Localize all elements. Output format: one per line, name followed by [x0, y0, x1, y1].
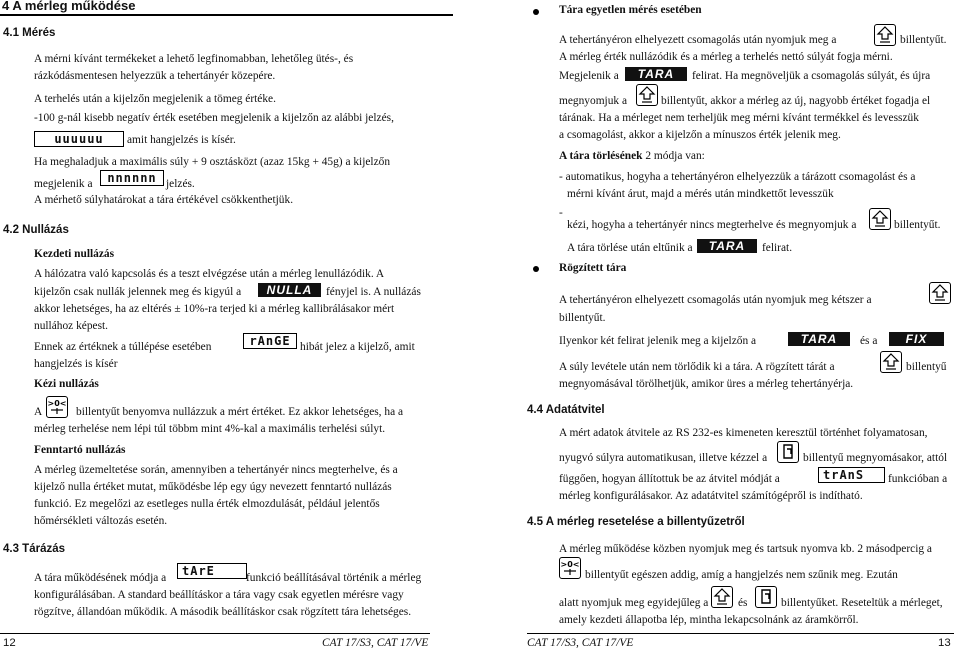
paragraph-line: Ilyenkor két felirat jelenik meg a kijelzőn a — [559, 335, 757, 347]
paragraph-line: hibát jelez a kijelző, amit — [300, 341, 415, 353]
tare-delete-line — [559, 150, 705, 162]
list-dash: - — [559, 207, 563, 219]
paragraph-line: mérleg konfigurálásakor. Az adatátvitel számítógépről is indítható. — [559, 490, 863, 502]
paragraph-line: A tára működésének módja a — [34, 572, 167, 584]
subheading-manual-zeroing: Kézi nullázás — [34, 378, 99, 390]
paragraph-line: a csomagolást, akkor a kijelzőn a mínuszos érték jelenik meg. — [559, 129, 841, 141]
paragraph-line: funkcióban a — [888, 473, 948, 485]
subheading-fixed-tare: Rögzített tára — [559, 262, 627, 274]
paragraph-line: billentyűt benyomva nullázzuk a mért értéket. Ez akkor lehetséges, ha a — [76, 406, 404, 418]
paragraph-line: amely kezdeti állapotba lép, mintha lekapcsolnánk az áramkörről. — [559, 614, 859, 626]
paragraph-line: kijelzőn csak nullák jelennek meg és kigyúl a — [34, 286, 242, 298]
subheading-single-tare: Tára egyetlen mérés esetében — [559, 4, 702, 16]
display-tara-indicator: TARA — [625, 67, 687, 81]
paragraph-line: - automatikus, hogyha a tehertányéron elhelyezzük a tárázott csomagolást és a — [559, 171, 916, 183]
paragraph-line: A hálózatra való kapcsolás és a teszt elvégzése után a mérleg lenullázódik. A — [34, 268, 385, 280]
paragraph-line: billentyűket. Reseteltük a mérleget, — [781, 597, 943, 609]
paragraph-line: nullához képest. — [34, 320, 109, 332]
display-overload-indicator: nnnnnn — [100, 170, 164, 186]
paragraph-line: amit hangjelzés is kísér. — [127, 134, 236, 146]
tare-key-icon — [929, 282, 951, 304]
paragraph-line: megnyomásával törölhetjük, amikor üres a mérleg tehertányérja. — [559, 378, 854, 390]
paragraph-line: rögzítve, állandóan működik. A második beállításkor csak rögzített tára lehetséges. — [34, 606, 412, 618]
paragraph-line: kijelző nulla értéket mutat, működésbe lép egy úgy nevezett fenntartó nullázás — [34, 481, 392, 493]
paragraph-line: függően, hogyan állítottuk be az átvitel módját a — [559, 473, 780, 485]
paragraph-line: alatt nyomjuk meg egyidejűleg a — [559, 597, 709, 609]
tare-key-icon — [869, 208, 891, 230]
paragraph-line: A mért adatok átvitele az RS 232-es kimeneten keresztül történhet folyamatosan, — [559, 427, 928, 439]
paragraph-line: billentyű megnyomásakor, attól — [803, 452, 948, 464]
page-number: 12 — [3, 637, 16, 649]
subheading-maintenance-zeroing: Fenntartó nullázás — [34, 444, 126, 456]
paragraph-line: A mérni kívánt termékeket a lehető legfinomabban, lehetőleg ütés-, és — [34, 53, 354, 65]
paragraph-line: billentyűt. — [900, 34, 947, 46]
svg-text:>0<: >0< — [47, 399, 67, 408]
bullet — [533, 9, 539, 15]
paragraph-line: A tehertányéron elhelyezett csomagolás után nyomjuk meg a — [559, 34, 837, 46]
page-header-title: 4 A mérleg működése — [2, 0, 136, 13]
section-title-4-5: 4.5 A mérleg resetelése a billentyűzetről — [527, 516, 745, 528]
section-title-4-3: 4.3 Tárázás — [3, 543, 66, 555]
footer-model: CAT 17/S3, CAT 17/VE — [527, 637, 634, 649]
paragraph-line: jelzés. — [166, 178, 195, 190]
paragraph-line: Megjelenik a — [559, 70, 619, 82]
paragraph-line: billentyű — [906, 361, 947, 373]
paragraph-line: billentyűt. — [894, 219, 941, 231]
footer-rule — [527, 633, 954, 634]
paragraph-line: kézi, hogyha a tehertányér nincs megterhelve és megnyomjuk a — [567, 219, 857, 231]
paragraph-line: A tehertányéron elhelyezett csomagolás után nyomjuk meg kétszer a — [559, 294, 872, 306]
paragraph-line: megjelenik a — [34, 178, 93, 190]
section-title-4-2: 4.2 Nullázás — [3, 224, 69, 236]
paragraph-line: Ha meghaladjuk a maximális súly + 9 osztásközt (azaz 15kg + 45g) a kijelzőn — [34, 156, 391, 168]
display-tare-function: tArE — [177, 563, 247, 579]
paragraph-line: billentyűt, akkor a mérleg az új, nagyobb értéket fogadja el — [661, 95, 931, 107]
print-key-icon — [777, 441, 799, 463]
paragraph-line: A — [34, 406, 43, 418]
display-nulla-indicator: NULLA — [258, 283, 321, 297]
header-rule — [0, 14, 453, 16]
paragraph-line: A tára törlése után eltűnik a — [567, 242, 693, 254]
print-key-icon — [755, 586, 777, 608]
paragraph-line: akkor lehetséges, ha az eltérés ± 10%-ra terjed ki a mérleg kallibrálásakor mért — [34, 303, 395, 315]
paragraph-line: nyugvó súlyra automatikusan, illetve kézzel a — [559, 452, 768, 464]
svg-text:>0<: >0< — [560, 560, 580, 569]
paragraph-line: hőmérsékleti változás esetén. — [34, 515, 168, 527]
tare-key-icon — [636, 84, 658, 106]
paragraph-line: és — [738, 597, 748, 609]
paragraph-line: A terhelés után a kijelzőn megjelenik a tömeg értéke. — [34, 93, 276, 105]
tare-delete-tail: 2 módja van: — [642, 150, 705, 162]
page-number: 13 — [938, 637, 951, 649]
tare-key-icon — [874, 24, 896, 46]
display-tara-indicator: TARA — [697, 239, 757, 253]
tare-key-icon — [880, 351, 902, 373]
paragraph-line: billentyűt egészen addig, amíg a hangjelzés nem szűnik meg. Ezután — [585, 569, 898, 581]
display-trans-function: trAnS — [818, 467, 885, 483]
footer-model: CAT 17/S3, CAT 17/VE — [322, 637, 429, 649]
paragraph-line: A mérleg érték nullázódik és a mérleg a terhelés nettó súlyát fogja mérni. — [559, 51, 893, 63]
paragraph-line: mérni kívánt árut, majd a mérés után mindkettőt levesszük — [567, 188, 834, 200]
display-fix-indicator: FIX — [889, 332, 944, 346]
paragraph-line: konfigurálásában. A standard beállításkor a tára vagy csak egyetlen mérésre vagy — [34, 589, 404, 601]
zero-key-icon — [46, 396, 68, 418]
subheading-initial-zeroing: Kezdeti nullázás — [34, 248, 115, 260]
paragraph-line: felirat. Ha megnöveljük a csomagolás súlyát, és újra — [692, 70, 931, 82]
paragraph-line: fényjel is. A nullázás — [326, 286, 421, 298]
paragraph-line: tárának. Ha a mérleget nem terheljük meg mérni kívánt termékkel és levesszük — [559, 112, 919, 124]
bullet — [533, 266, 539, 272]
paragraph-line: -100 g-nál kisebb negatív érték esetében megjelenik a kijelzőn az alábbi jelzés, — [34, 112, 394, 124]
paragraph-line: A mérhető súlyhatárokat a tára értékével csökkenthetjük. — [34, 194, 294, 206]
display-underflow-indicator: uuuuuu — [34, 131, 124, 147]
paragraph-line: felirat. — [762, 242, 793, 254]
paragraph-line: A mérleg működése közben nyomjuk meg és tartsuk nyomva kb. 2 másodpercig a — [559, 543, 932, 555]
tare-key-icon — [711, 586, 733, 608]
paragraph-line: hangjelzés is kísér — [34, 358, 118, 370]
paragraph-line: funkció beállításával történik a mérleg — [246, 572, 422, 584]
section-title-4-4: 4.4 Adatátvitel — [527, 404, 605, 416]
footer-rule — [0, 633, 430, 634]
paragraph-line: billentyűt. — [559, 312, 606, 324]
paragraph-line: A súly levétele után nem törlődik ki a tára. A rögzített tárát a — [559, 361, 835, 373]
paragraph-line: megnyomjuk a — [559, 95, 628, 107]
display-range-error: rAnGE — [243, 333, 297, 349]
paragraph-line: rázkódásmentesen helyezzük a tehertányér közepére. — [34, 70, 276, 82]
paragraph-line: és a — [860, 335, 878, 347]
paragraph-line: funkció. Ez megelőzi az esetleges nulla érték elmozdulását, például jelentős — [34, 498, 380, 510]
paragraph-line: mérleg terhelése nem lépi túl többm mint 4%-kal a maximális terhelési súlyt. — [34, 423, 386, 435]
display-tara-indicator: TARA — [788, 332, 850, 346]
paragraph-line: A mérleg üzemeltetése során, amennyiben a tehertányér nincs megterhelve, és a — [34, 464, 398, 476]
section-title-4-1: 4.1 Mérés — [3, 27, 56, 39]
tare-delete-heading: A tára törlésének — [559, 150, 643, 162]
zero-key-icon — [559, 557, 581, 579]
paragraph-line: Ennek az értéknek a túllépése esetében — [34, 341, 212, 353]
